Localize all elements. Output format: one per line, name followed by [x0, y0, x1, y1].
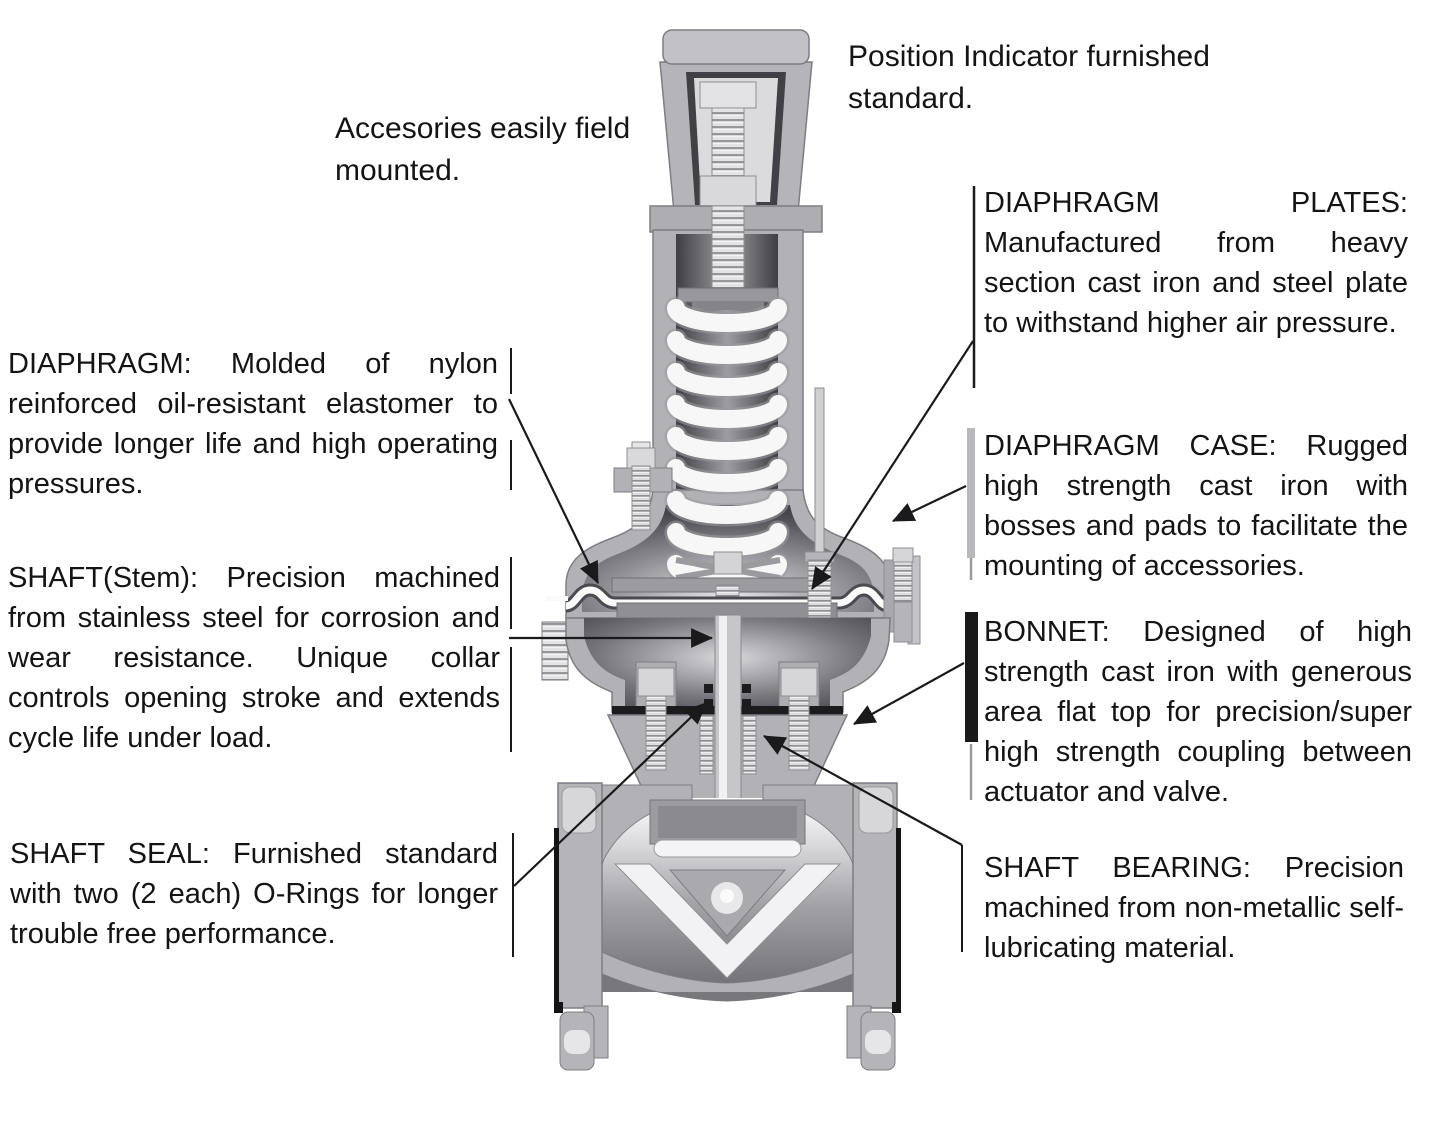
callout-shaft-seal: SHAFT SEAL: Furnished standard with two (2 each) O-Rings for longer trouble free performance.: [10, 838, 498, 950]
spring: [676, 308, 778, 579]
left-flange: [554, 783, 608, 1070]
callout-diaphragm-plates: DIAPHRAGM PLATES: Manufactured from heavy section cast iron and steel plate to withstand higher air pressure.: [984, 187, 1408, 339]
callout-diaphragm-case: DIAPHRAGM CASE: Rugged high strength cast iron with bosses and pads to facilitate the mounting of accessories.: [984, 430, 1408, 582]
diaphragm-case-bar: [967, 428, 975, 558]
callout-position-indicator: Position Indicator furnished standard.: [848, 40, 1210, 115]
callout-shaft: SHAFT(Stem): Precision machined from stainless steel for corrosion and wear resistance. Unique collar controls opening stroke and extends cycle life under load.: [8, 562, 500, 754]
right-flange: [847, 783, 901, 1070]
leader-diaphragm-case: [893, 486, 966, 521]
position-indicator-cap: [660, 30, 812, 212]
callout-accessories: Accesories easily field mounted.: [335, 112, 631, 187]
leader-diaphragm: [509, 399, 598, 583]
indicator-rod: [805, 388, 834, 632]
bonnet-bar: [965, 612, 978, 742]
valve-body: [602, 785, 854, 1001]
callout-bonnet: BONNET: Designed of high strength cast iron with generous area flat top for precision/super high strength coupling between actuator and valve.: [984, 616, 1412, 808]
callout-shaft-bearing: SHAFT BEARING: Precision machined from non-metallic self-lubricating material.: [984, 852, 1404, 964]
callout-diaphragm: DIAPHRAGM: Molded of nylon reinforced oil-resistant elastomer to provide longer life and high operating pressures.: [8, 348, 498, 500]
